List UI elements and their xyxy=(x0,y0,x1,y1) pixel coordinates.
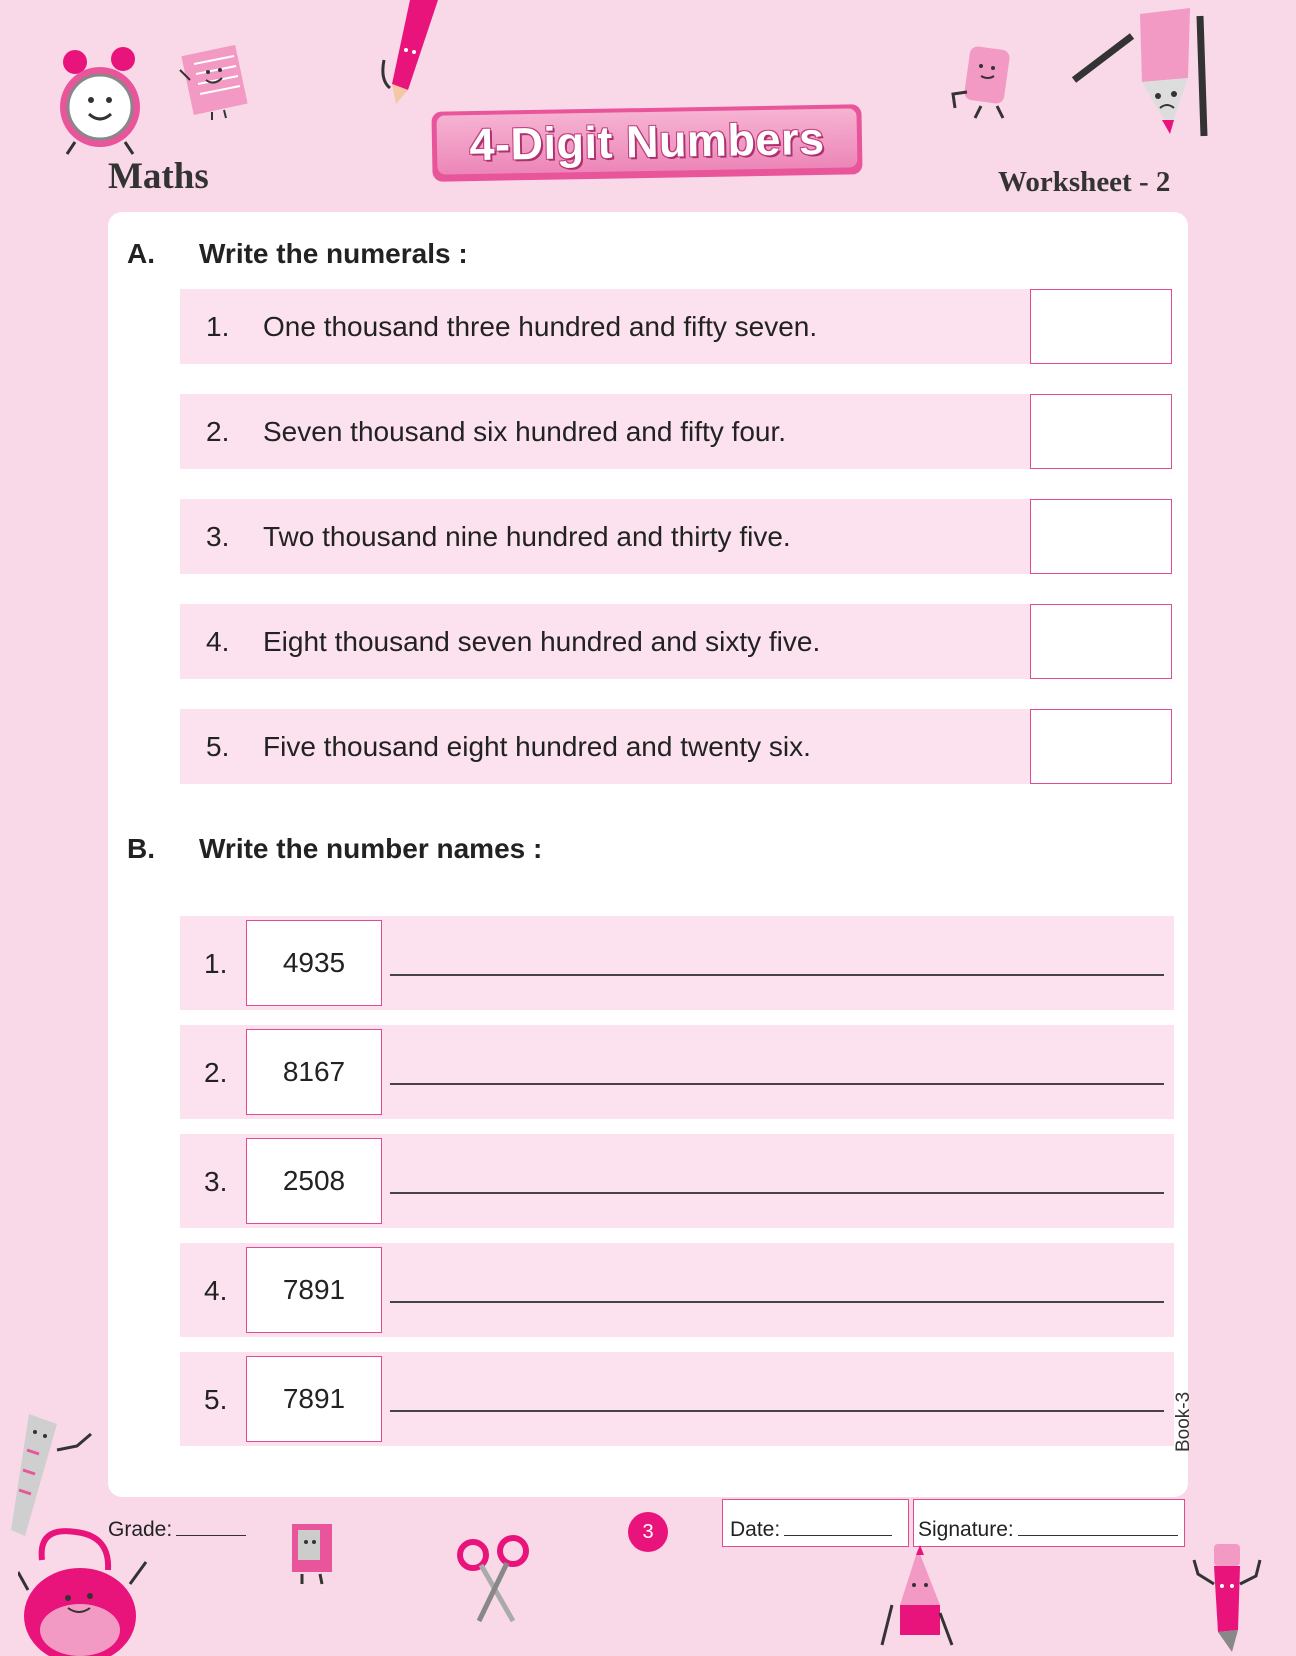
number-box: 2508 xyxy=(246,1138,382,1224)
number-box: 7891 xyxy=(246,1247,382,1333)
sharpener-icon xyxy=(282,1518,347,1588)
question-number: 2. xyxy=(204,1057,228,1088)
numeral-question-row xyxy=(180,709,1172,784)
number-name-row xyxy=(180,1134,1174,1228)
alarm-clock-icon xyxy=(55,42,150,157)
pen-icon xyxy=(1190,1540,1270,1656)
pencil-character-icon xyxy=(1070,8,1220,138)
question-text: Seven thousand six hundred and fifty four. xyxy=(263,416,787,447)
date-field xyxy=(722,1499,909,1547)
question-text: Eight thousand seven hundred and sixty five. xyxy=(263,626,821,657)
page-title: 4-Digit Numbers xyxy=(469,112,825,170)
grade-label: Grade: xyxy=(108,1518,173,1541)
answer-box[interactable] xyxy=(1030,604,1172,679)
answer-line[interactable] xyxy=(390,1410,1164,1412)
question-number: 4. xyxy=(204,1275,228,1306)
question-number: 5. xyxy=(206,731,230,762)
number-name-row xyxy=(180,1243,1174,1337)
date-blank[interactable] xyxy=(784,1535,892,1536)
title-banner xyxy=(431,104,862,181)
signature-field xyxy=(913,1499,1185,1547)
notepad-icon xyxy=(172,42,262,122)
crayon-icon xyxy=(880,1545,960,1653)
page-number-badge: 3 xyxy=(628,1512,668,1552)
question-number: 3. xyxy=(204,1166,228,1197)
number-box: 4935 xyxy=(246,920,382,1006)
section-a-heading: Write the numerals : xyxy=(199,238,468,269)
numeral-question-row xyxy=(180,604,1172,679)
worksheet-label: Worksheet - 2 xyxy=(998,166,1171,198)
section-a-letter: A. xyxy=(127,238,155,269)
number-name-row xyxy=(180,1352,1174,1446)
section-b-letter: B. xyxy=(127,833,155,864)
pencil-icon xyxy=(380,0,450,108)
question-number: 1. xyxy=(206,311,230,342)
answer-line[interactable] xyxy=(390,1301,1164,1303)
signature-blank[interactable] xyxy=(1018,1535,1178,1536)
numeral-question-row xyxy=(180,394,1172,469)
answer-line[interactable] xyxy=(390,1192,1164,1194)
question-number: 2. xyxy=(206,416,230,447)
question-number: 3. xyxy=(206,521,230,552)
answer-box[interactable] xyxy=(1030,499,1172,574)
answer-box[interactable] xyxy=(1030,709,1172,784)
question-number: 1. xyxy=(204,948,228,979)
book-label: Book-3 xyxy=(1173,1391,1194,1452)
date-label: Date: xyxy=(730,1518,781,1541)
answer-box[interactable] xyxy=(1030,394,1172,469)
question-number: 5. xyxy=(204,1384,228,1415)
number-name-row xyxy=(180,916,1174,1010)
question-text: Five thousand eight hundred and twenty six. xyxy=(263,731,811,762)
question-text: One thousand three hundred and fifty seven. xyxy=(263,311,818,342)
number-box: 8167 xyxy=(246,1029,382,1115)
numeral-question-row xyxy=(180,289,1172,364)
question-number: 4. xyxy=(206,626,230,657)
section-b-heading: Write the number names : xyxy=(199,833,543,864)
signature-label: Signature: xyxy=(918,1518,1014,1541)
number-box: 7891 xyxy=(246,1356,382,1442)
answer-box[interactable] xyxy=(1030,289,1172,364)
question-text: Two thousand nine hundred and thirty five. xyxy=(263,521,791,552)
backpack-icon xyxy=(18,1520,153,1656)
subject-label: Maths xyxy=(108,156,209,197)
answer-line[interactable] xyxy=(390,1083,1164,1085)
numeral-question-row xyxy=(180,499,1172,574)
grade-blank[interactable] xyxy=(176,1535,246,1536)
eraser-icon xyxy=(945,42,1025,122)
scissors-icon xyxy=(455,1535,535,1625)
number-name-row xyxy=(180,1025,1174,1119)
answer-line[interactable] xyxy=(390,974,1164,976)
